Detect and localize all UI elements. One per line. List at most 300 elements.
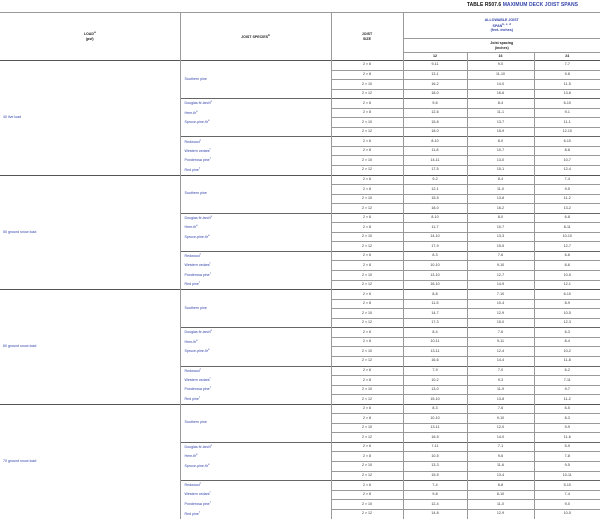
span-16-cell: 9-11 [467, 337, 534, 347]
span-24-cell: 8-4 [534, 337, 600, 347]
span-24-cell: 6-3 [534, 328, 600, 338]
span-12-cell: 15-10 [403, 395, 467, 405]
span-16-cell: 9-6 [467, 452, 534, 462]
span-12-cell: 8-4 [403, 328, 467, 338]
span-12-cell: 11-5 [403, 299, 467, 309]
joist-size-cell: 2 × 8 [331, 70, 403, 80]
span-24-cell: 8-3 [534, 414, 600, 424]
species-cell [180, 376, 331, 386]
span-24-cell: 11-2 [534, 395, 600, 405]
species-header [180, 13, 331, 61]
species-footnote: f [209, 157, 211, 161]
species-name: Douglas fir-larch [184, 330, 211, 335]
span-12-cell: 9-6 [403, 99, 467, 109]
joist-size-cell: 2 × 12 [331, 166, 403, 176]
joist-size-cell: 2 × 10 [331, 232, 403, 242]
joist-size-cell: 2 × 10 [331, 118, 403, 128]
span-16-cell: 12-0 [467, 423, 534, 433]
span-16-cell: 11-1 [467, 108, 534, 118]
species-name: Ponderosa pine [184, 502, 210, 507]
span-24-cell: 13-2 [534, 204, 600, 214]
span-24-cell: 6-10 [534, 290, 600, 300]
joist-size-cell: 2 × 8 [331, 146, 403, 156]
span-24-cell: 8-8 [534, 146, 600, 156]
joist-size-cell: 2 × 12 [331, 509, 403, 519]
joist-size-cell: 2 × 8 [331, 223, 403, 233]
span-12-cell: 13-1 [403, 70, 467, 80]
species-cell [180, 261, 331, 271]
span-12-cell: 12-1 [403, 185, 467, 195]
span-24-cell: 6-5 [534, 404, 600, 414]
span-12-cell: 13-10 [403, 271, 467, 281]
span-16-cell: 12-4 [467, 347, 534, 357]
span-24-cell: 7-7 [534, 61, 600, 71]
span-12-cell: 10-2 [403, 376, 467, 386]
species-name: Spruce-pine-fir [184, 349, 209, 354]
span-16-cell: 16-6 [467, 89, 534, 99]
span-24-cell: 6-6 [534, 251, 600, 261]
species-footnote: f [198, 166, 200, 170]
species-name: Red pine [184, 282, 199, 287]
joist-size-cell: 2 × 6 [331, 290, 403, 300]
span-24-cell: 5-9 [534, 442, 600, 452]
species-name: Red pine [184, 396, 199, 401]
species-cell [180, 280, 331, 290]
joist-size-cell: 2 × 8 [331, 185, 403, 195]
allowable-header-unit: (feet- inches) [490, 28, 513, 33]
span-12-cell: 15-5 [403, 471, 467, 481]
joist-size-cell: 2 × 10 [331, 309, 403, 319]
span-16-cell: 12-7 [467, 271, 534, 281]
span-24-cell: 6-10 [534, 99, 600, 109]
species-name: Douglas fir-larch [184, 101, 211, 106]
species-footnote: e [196, 109, 198, 113]
species-cell [180, 481, 331, 491]
span-12-cell: 13-11 [403, 347, 467, 357]
span-12-cell: 7-11 [403, 442, 467, 452]
span-12-cell: 13-0 [403, 385, 467, 395]
span-16-cell: 14-4 [467, 356, 534, 366]
span-16-cell: 9-0 [467, 61, 534, 71]
joist-size-cell: 2 × 8 [331, 452, 403, 462]
load-cell: 40 live load [0, 61, 180, 176]
species-footnote: e [208, 119, 210, 123]
span-16-cell: 12-9 [467, 509, 534, 519]
span-12-cell: 16-10 [403, 280, 467, 290]
species-name: Western cedars [184, 148, 210, 153]
span-12-cell: 14-10 [403, 232, 467, 242]
species-cell [180, 213, 331, 223]
joist-size-cell: 2 × 12 [331, 242, 403, 252]
joist-size-cell: 2 × 12 [331, 433, 403, 443]
joist-size-cell: 2 × 12 [331, 471, 403, 481]
species-cell [180, 137, 331, 147]
species-cell [180, 442, 331, 452]
span-24-cell: 10-2 [534, 347, 600, 357]
species-cell [180, 385, 331, 395]
span-16-cell: 9-10 [467, 261, 534, 271]
allowable-header-line2: SPAN [492, 23, 503, 28]
span-16-cell: 13-8 [467, 194, 534, 204]
span-12-cell: 17-9 [403, 242, 467, 252]
span-16-cell: 15-1 [467, 166, 534, 176]
span-24-cell: 7-11 [534, 376, 600, 386]
species-footnote: f [209, 271, 211, 275]
species-name: Hem-fir [184, 225, 197, 230]
joist-size-cell: 2 × 10 [331, 156, 403, 166]
load-header-label: LOAD [83, 32, 94, 37]
table-row [0, 404, 600, 414]
joist-size-cell: 2 × 6 [331, 213, 403, 223]
species-name: Red pine [184, 511, 199, 516]
span-16-cell: 13-0 [467, 156, 534, 166]
species-cell [180, 108, 331, 118]
span-12-cell: 13-11 [403, 423, 467, 433]
species-header-label: JOIST SPECIES [241, 34, 269, 39]
span-12-cell: 7-9 [403, 366, 467, 376]
species-name: Western cedars [184, 378, 210, 383]
span-16-cell: 7-6 [467, 251, 534, 261]
span-24-cell: 12-1 [534, 280, 600, 290]
species-cell [180, 146, 331, 156]
allowable-header-sup: b, c, d [502, 21, 511, 26]
species-cell [180, 242, 331, 252]
load-header-sup: a [94, 30, 96, 35]
joist-size-cell: 2 × 6 [331, 442, 403, 452]
species-name: Spruce-pine-fir [184, 120, 209, 125]
species-footnote: e [208, 233, 210, 237]
span-16-cell: 7-1 [467, 442, 534, 452]
span-16-cell: 13-7 [467, 118, 534, 128]
span-16-cell: 13-8 [467, 395, 534, 405]
species-footnote: e [208, 348, 210, 352]
species-cell [180, 223, 331, 233]
span-24-cell: 9-7 [534, 385, 600, 395]
joist-span-table [0, 12, 600, 519]
table-row [0, 290, 600, 300]
span-12-cell: 8-3 [403, 404, 467, 414]
span-24-cell: 9-0 [534, 500, 600, 510]
joist-size-cell: 2 × 6 [331, 404, 403, 414]
species-footnote: f [198, 510, 200, 514]
span-12-cell: 15-5 [403, 194, 467, 204]
span-24-cell: 9-1 [534, 108, 600, 118]
span-16-cell: 7-6 [467, 404, 534, 414]
span-16-cell: 13-4 [467, 471, 534, 481]
species-name: Southern pine [184, 420, 207, 425]
span-12-cell: 10-5 [403, 452, 467, 462]
span-16-cell: 11-9 [467, 385, 534, 395]
span-12-cell: 10-11 [403, 337, 467, 347]
species-footnote: f [198, 281, 200, 285]
species-cell [180, 61, 331, 99]
species-name: Western cedars [184, 492, 210, 497]
span-24-cell: 8-9 [534, 299, 600, 309]
species-name: Douglas fir-larch [184, 216, 211, 221]
species-name: Redwood [184, 254, 200, 259]
species-name: Southern pine [184, 76, 207, 81]
span-16-cell: 10-7 [467, 223, 534, 233]
span-24-cell: 10-5 [534, 271, 600, 281]
span-12-cell: 13-3 [403, 461, 467, 471]
span-12-cell: 10-10 [403, 414, 467, 424]
span-16-cell: 15-9 [467, 127, 534, 137]
species-cell [180, 452, 331, 462]
span-16-cell: 15-5 [467, 242, 534, 252]
joist-size-cell: 2 × 8 [331, 299, 403, 309]
table-row [0, 175, 600, 185]
spacing-24-header: 24 [534, 53, 600, 61]
span-16-cell: 13-3 [467, 232, 534, 242]
joist-size-cell: 2 × 12 [331, 356, 403, 366]
size-header [331, 13, 403, 61]
species-name: Southern pine [184, 191, 207, 196]
span-24-cell: 12-10 [534, 127, 600, 137]
span-12-cell: 16-2 [403, 80, 467, 90]
species-footnote: e [196, 453, 198, 457]
span-24-cell: 11-2 [534, 194, 600, 204]
species-footnote: e [210, 100, 213, 104]
span-12-cell: 8-10 [403, 213, 467, 223]
span-12-cell: 9-2 [403, 175, 467, 185]
species-cell [180, 232, 331, 242]
species-footnote: f [209, 262, 211, 266]
species-footnote: f [199, 138, 201, 142]
table-number: TABLE R507.6 [466, 2, 502, 8]
span-24-cell: 11-1 [534, 118, 600, 128]
species-cell [180, 127, 331, 137]
span-12-cell: 12-4 [403, 500, 467, 510]
span-24-cell: 9-5 [534, 461, 600, 471]
species-footnote: f [199, 482, 201, 486]
species-cell [180, 347, 331, 357]
span-12-cell: 10-10 [403, 261, 467, 271]
allowable-header-line1: ALLOWABLE JOIST [484, 18, 519, 23]
species-cell [180, 175, 331, 213]
load-cell: 50 ground snow load [0, 175, 180, 290]
joist-size-cell: 2 × 6 [331, 99, 403, 109]
span-24-cell: 13-6 [534, 89, 600, 99]
table-body [0, 61, 600, 519]
joist-size-cell: 2 × 8 [331, 337, 403, 347]
span-12-cell: 14-7 [403, 309, 467, 319]
span-16-cell: 16-2 [467, 204, 534, 214]
span-12-cell: 8-10 [403, 137, 467, 147]
species-name: Hem-fir [184, 454, 197, 459]
spacing-header-line2: (inches) [494, 45, 509, 50]
joist-size-cell: 2 × 8 [331, 261, 403, 271]
species-cell [180, 404, 331, 442]
joist-size-cell: 2 × 6 [331, 251, 403, 261]
species-cell [180, 271, 331, 281]
span-24-cell: 10-5 [534, 309, 600, 319]
span-24-cell: 7-8 [534, 452, 600, 462]
joist-size-cell: 2 × 8 [331, 108, 403, 118]
species-name: Redwood [184, 483, 200, 488]
species-cell [180, 509, 331, 519]
span-12-cell: 18-0 [403, 127, 467, 137]
span-12-cell: 11-7 [403, 223, 467, 233]
species-cell [180, 118, 331, 128]
species-name: Hem-fir [184, 110, 197, 115]
species-footnote: e [210, 214, 213, 218]
span-16-cell: 8-10 [467, 490, 534, 500]
joist-size-cell: 2 × 8 [331, 414, 403, 424]
span-16-cell: 10-4 [467, 299, 534, 309]
span-16-cell: 6-8 [467, 481, 534, 491]
span-16-cell: 8-0 [467, 213, 534, 223]
joist-size-cell: 2 × 8 [331, 376, 403, 386]
joist-size-cell: 2 × 12 [331, 395, 403, 405]
species-cell [180, 500, 331, 510]
species-footnote: f [209, 491, 211, 495]
joist-size-cell: 2 × 6 [331, 137, 403, 147]
span-16-cell: 8-4 [467, 99, 534, 109]
joist-size-cell: 2 × 10 [331, 347, 403, 357]
span-12-cell: 16-5 [403, 433, 467, 443]
joist-size-cell: 2 × 12 [331, 204, 403, 214]
span-16-cell: 9-3 [467, 376, 534, 386]
species-footnote: e [196, 338, 198, 342]
spacing-header-line1: Joist spacing [490, 41, 514, 46]
span-16-cell: 11-6 [467, 461, 534, 471]
span-24-cell: 12-3 [534, 318, 600, 328]
species-cell [180, 99, 331, 109]
species-footnote: e [210, 444, 213, 447]
joist-size-cell: 2 × 6 [331, 61, 403, 71]
joist-size-cell: 2 × 12 [331, 127, 403, 137]
species-footnote: f [209, 501, 211, 505]
species-cell [180, 471, 331, 481]
species-cell [180, 461, 331, 471]
joist-size-cell: 2 × 6 [331, 366, 403, 376]
species-name: Douglas fir-larch [184, 445, 211, 450]
species-name: Spruce-pine-fir [184, 234, 209, 239]
joist-size-cell: 2 × 10 [331, 80, 403, 90]
species-footnote: f [199, 367, 201, 371]
joist-size-cell: 2 × 12 [331, 280, 403, 290]
species-name: Ponderosa pine [184, 273, 210, 278]
load-header [0, 13, 180, 61]
species-name: Hem-fir [184, 339, 197, 344]
species-footnote: f [209, 376, 211, 380]
species-footnote: e [208, 462, 210, 466]
span-24-cell: 6-10 [534, 137, 600, 147]
species-name: Southern pine [184, 305, 207, 310]
span-24-cell: 8-6 [534, 261, 600, 271]
species-cell [180, 251, 331, 261]
joist-size-cell: 2 × 10 [331, 461, 403, 471]
joist-size-cell: 2 × 12 [331, 89, 403, 99]
span-24-cell: 11-8 [534, 356, 600, 366]
size-header-line2: SIZE [363, 36, 371, 41]
joist-size-cell: 2 × 10 [331, 271, 403, 281]
joist-size-cell: 2 × 10 [331, 423, 403, 433]
span-24-cell: 10-5 [534, 509, 600, 519]
span-24-cell: 7-4 [534, 490, 600, 500]
span-16-cell: 11-0 [467, 500, 534, 510]
span-24-cell: 11-5 [534, 80, 600, 90]
load-header-unit: (psf) [85, 37, 94, 42]
species-cell [180, 166, 331, 176]
span-16-cell: 14-0 [467, 80, 534, 90]
joist-size-cell: 2 × 10 [331, 194, 403, 204]
span-12-cell: 8-8 [403, 290, 467, 300]
span-16-cell: 11-0 [467, 185, 534, 195]
span-12-cell: 9-11 [403, 61, 467, 71]
span-12-cell: 16-6 [403, 356, 467, 366]
species-name: Redwood [184, 139, 200, 144]
span-12-cell: 8-3 [403, 251, 467, 261]
species-name: Ponderosa pine [184, 158, 210, 163]
span-16-cell: 8-0 [467, 137, 534, 147]
species-cell [180, 337, 331, 347]
span-16-cell: 14-0 [467, 433, 534, 443]
species-cell [180, 356, 331, 366]
span-24-cell: 10-10 [534, 232, 600, 242]
table-row [0, 61, 600, 71]
span-12-cell: 12-6 [403, 108, 467, 118]
span-12-cell: 9-8 [403, 490, 467, 500]
span-16-cell: 9-10 [467, 414, 534, 424]
span-16-cell: 14-9 [467, 280, 534, 290]
table-name: MAXIMUM DECK JOIST SPANS [502, 2, 578, 8]
span-24-cell: 8-11 [534, 223, 600, 233]
spacing-16-header: 16 [467, 53, 534, 61]
span-24-cell: 5-10 [534, 481, 600, 491]
span-24-cell: 10-11 [534, 471, 600, 481]
span-16-cell: 7-6 [467, 328, 534, 338]
species-name: Red pine [184, 167, 199, 172]
spacing-12-header: 12 [403, 53, 467, 61]
joist-size-cell: 2 × 6 [331, 175, 403, 185]
span-12-cell: 18-0 [403, 204, 467, 214]
span-16-cell: 12-9 [467, 309, 534, 319]
span-16-cell: 10-7 [467, 146, 534, 156]
species-footnote: f [209, 386, 211, 390]
span-12-cell: 14-11 [403, 156, 467, 166]
span-16-cell: 7-10 [467, 290, 534, 300]
span-24-cell: 12-7 [534, 242, 600, 252]
species-header-sup: b [268, 32, 270, 37]
span-24-cell: 9-5 [534, 185, 600, 195]
species-footnote: e [196, 224, 198, 228]
span-16-cell: 15-0 [467, 318, 534, 328]
species-cell [180, 366, 331, 376]
span-16-cell: 7-0 [467, 366, 534, 376]
span-12-cell: 17-5 [403, 166, 467, 176]
span-16-cell: 11-10 [467, 70, 534, 80]
span-24-cell: 12-4 [534, 166, 600, 176]
span-24-cell: 10-7 [534, 156, 600, 166]
species-cell [180, 328, 331, 338]
species-name: Western cedars [184, 263, 210, 268]
span-24-cell: 6-8 [534, 213, 600, 223]
species-cell [180, 490, 331, 500]
load-cell: 70 ground snow load [0, 404, 180, 519]
span-12-cell: 17-3 [403, 318, 467, 328]
load-cell: 60 ground snow load [0, 290, 180, 405]
span-24-cell: 7-4 [534, 175, 600, 185]
joist-size-cell: 2 × 10 [331, 385, 403, 395]
species-footnote: f [198, 395, 200, 399]
species-name: Ponderosa pine [184, 387, 210, 392]
span-24-cell: 9-9 [534, 423, 600, 433]
joist-spacing-header [403, 39, 600, 53]
joist-size-cell: 2 × 6 [331, 328, 403, 338]
span-12-cell: 14-8 [403, 509, 467, 519]
span-24-cell: 6-2 [534, 366, 600, 376]
